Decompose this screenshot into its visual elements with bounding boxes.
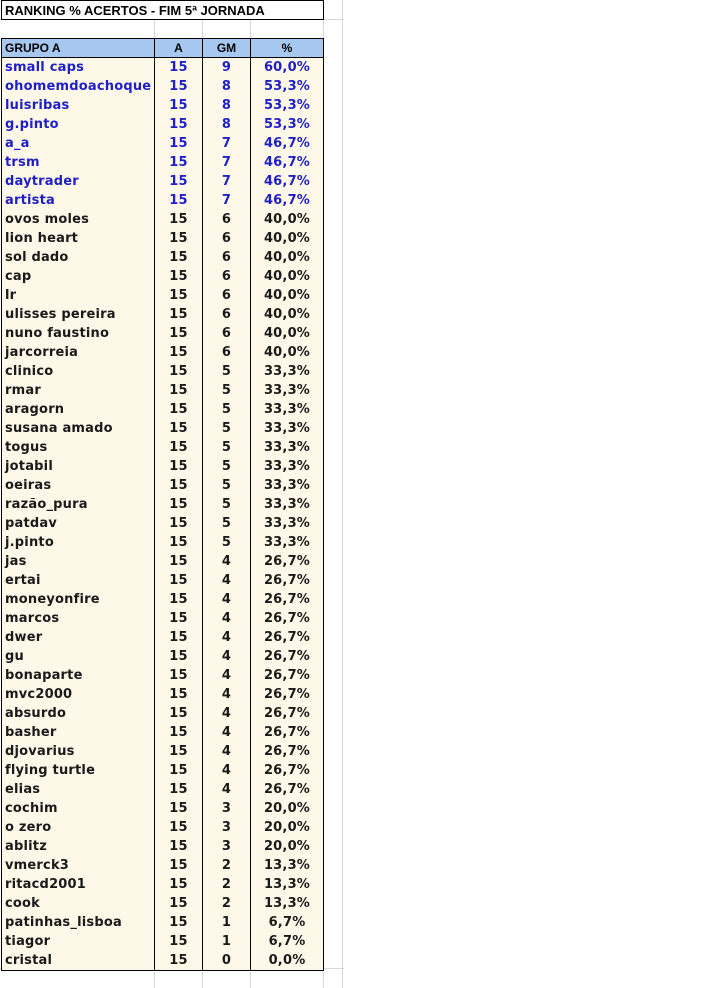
cell-name[interactable]: lr [2, 286, 155, 305]
blank-row [0, 19, 344, 38]
cell-gm[interactable]: 4 [203, 742, 251, 761]
sheet-title[interactable]: RANKING % ACERTOS - FIM 5ª JORNADA [1, 0, 324, 20]
cell-name[interactable]: g.pinto [2, 115, 155, 134]
cell-gm[interactable]: 6 [203, 286, 251, 305]
cell-pct[interactable]: 46,7% [263, 136, 311, 151]
cell-pct[interactable]: 26,7% [263, 592, 311, 607]
cell-name[interactable]: rmar [2, 381, 155, 400]
cell-a[interactable]: 15 [155, 495, 203, 514]
cell-pct[interactable]: 13,3% [263, 877, 311, 892]
cell-gm[interactable]: 7 [203, 153, 251, 172]
cell-pct[interactable]: 33,3% [263, 478, 311, 493]
cell-name[interactable]: ulisses pereira [2, 305, 155, 324]
spreadsheet [0, 0, 344, 988]
cell-a[interactable]: 15 [155, 400, 203, 419]
cell-pct[interactable]: 26,7% [263, 782, 311, 797]
header-a[interactable]: A [155, 39, 203, 57]
cell-name[interactable]: lion heart [2, 229, 155, 248]
cell-a[interactable]: 15 [155, 837, 203, 856]
cell-a[interactable]: 15 [155, 362, 203, 381]
table-row [2, 552, 323, 571]
cell-a[interactable]: 15 [155, 704, 203, 723]
cell-a[interactable]: 15 [155, 77, 203, 96]
cell-gm[interactable]: 5 [203, 400, 251, 419]
cell-a[interactable]: 15 [155, 552, 203, 571]
cell-name[interactable]: daytrader [2, 172, 155, 191]
table-row [2, 267, 323, 286]
cell-name[interactable]: cochim [2, 799, 155, 818]
cell-name[interactable]: trsm [2, 153, 155, 172]
cell-pct[interactable]: 53,3% [263, 117, 311, 132]
table-row [2, 324, 323, 343]
table-row [2, 609, 323, 628]
cell-name[interactable]: cap [2, 267, 155, 286]
cell-gm[interactable]: 6 [203, 248, 251, 267]
table-row [2, 229, 323, 248]
cell-gm[interactable]: 4 [203, 704, 251, 723]
table-row [2, 381, 323, 400]
cell-a[interactable]: 15 [155, 894, 203, 913]
cell-gm[interactable]: 6 [203, 210, 251, 229]
table-row [2, 438, 323, 457]
cell-pct[interactable]: 40,0% [263, 269, 311, 284]
table-row [2, 837, 323, 856]
cell-pct[interactable]: 53,3% [263, 98, 311, 113]
cell-name[interactable]: gu [2, 647, 155, 666]
table-row [2, 153, 323, 172]
cell-name[interactable]: elias [2, 780, 155, 799]
cell-gm[interactable]: 4 [203, 685, 251, 704]
table-row [2, 571, 323, 590]
header-gm[interactable]: GM [203, 39, 251, 57]
cell-a[interactable]: 15 [155, 457, 203, 476]
cell-pct[interactable]: 26,7% [263, 649, 311, 664]
table-row [2, 818, 323, 837]
cell-a[interactable]: 15 [155, 913, 203, 932]
cell-name[interactable]: oeiras [2, 476, 155, 495]
cell-gm[interactable]: 8 [203, 115, 251, 134]
table-row [2, 723, 323, 742]
cell-pct[interactable]: 40,0% [263, 212, 311, 227]
cell-name[interactable]: jotabil [2, 457, 155, 476]
cell-a[interactable]: 15 [155, 818, 203, 837]
table-row [2, 799, 323, 818]
table-row [2, 58, 323, 77]
cell-a[interactable]: 15 [155, 58, 203, 77]
cell-a[interactable]: 15 [155, 419, 203, 438]
cell-a[interactable]: 15 [155, 305, 203, 324]
cell-a[interactable]: 15 [155, 742, 203, 761]
table-row [2, 742, 323, 761]
cell-gm[interactable]: 6 [203, 229, 251, 248]
cell-gm[interactable]: 6 [203, 305, 251, 324]
cell-a[interactable]: 15 [155, 609, 203, 628]
cell-gm[interactable]: 2 [203, 894, 251, 913]
cell-pct[interactable]: 26,7% [263, 706, 311, 721]
cell-pct[interactable]: 33,3% [263, 497, 311, 512]
table-row [2, 457, 323, 476]
cell-gm[interactable]: 3 [203, 799, 251, 818]
cell-gm[interactable]: 4 [203, 609, 251, 628]
cell-pct[interactable]: 20,0% [263, 820, 311, 835]
cell-pct[interactable]: 26,7% [263, 668, 311, 683]
cell-a[interactable]: 15 [155, 324, 203, 343]
cell-gm[interactable]: 6 [203, 267, 251, 286]
cell-gm[interactable]: 5 [203, 419, 251, 438]
cell-pct[interactable]: 33,3% [263, 440, 311, 455]
cell-a[interactable]: 15 [155, 229, 203, 248]
cell-name[interactable]: artista [2, 191, 155, 210]
cell-a[interactable]: 15 [155, 761, 203, 780]
cell-pct[interactable]: 26,7% [263, 554, 311, 569]
cell-name[interactable]: j.pinto [2, 533, 155, 552]
cell-pct[interactable]: 6,7% [268, 915, 306, 930]
cell-a[interactable]: 15 [155, 381, 203, 400]
table-row [2, 343, 323, 362]
cell-gm[interactable]: 3 [203, 837, 251, 856]
table-row [2, 894, 323, 913]
cell-pct[interactable]: 60,0% [263, 60, 311, 75]
table-row [2, 400, 323, 419]
table-row [2, 419, 323, 438]
cell-pct[interactable]: 13,3% [263, 858, 311, 873]
cell-gm[interactable]: 2 [203, 856, 251, 875]
cell-pct[interactable]: 20,0% [263, 801, 311, 816]
cell-name[interactable]: sol dado [2, 248, 155, 267]
table-row [2, 476, 323, 495]
table-row [2, 305, 323, 324]
table-row [2, 286, 323, 305]
cell-name[interactable]: flying turtle [2, 761, 155, 780]
cell-a[interactable]: 15 [155, 438, 203, 457]
cell-pct[interactable]: 6,7% [268, 934, 306, 949]
cell-pct[interactable]: 40,0% [263, 307, 311, 322]
ranking-table [1, 38, 324, 971]
cell-pct[interactable]: 40,0% [263, 326, 311, 341]
cell-a[interactable]: 15 [155, 590, 203, 609]
cell-gm[interactable]: 5 [203, 476, 251, 495]
cell-a[interactable]: 15 [155, 153, 203, 172]
cell-name[interactable]: luisribas [2, 96, 155, 115]
table-row [2, 875, 323, 894]
cell-pct[interactable]: 26,7% [263, 630, 311, 645]
cell-name[interactable]: absurdo [2, 704, 155, 723]
table-row [2, 96, 323, 115]
cell-gm[interactable]: 6 [203, 343, 251, 362]
cell-name[interactable]: ovos moles [2, 210, 155, 229]
cell-gm[interactable]: 4 [203, 590, 251, 609]
cell-gm[interactable]: 5 [203, 457, 251, 476]
cell-name[interactable]: susana amado [2, 419, 155, 438]
table-row [2, 495, 323, 514]
cell-a[interactable]: 15 [155, 248, 203, 267]
cell-a[interactable]: 15 [155, 685, 203, 704]
table-row [2, 115, 323, 134]
header-group[interactable]: GRUPO A [2, 39, 155, 57]
cell-name[interactable]: cristal [2, 951, 155, 970]
cell-a[interactable]: 15 [155, 267, 203, 286]
table-row [2, 685, 323, 704]
cell-a[interactable]: 15 [155, 799, 203, 818]
table-row [2, 628, 323, 647]
table-row [2, 590, 323, 609]
cell-gm[interactable]: 4 [203, 761, 251, 780]
cell-name[interactable]: ertai [2, 571, 155, 590]
table-row [2, 780, 323, 799]
cell-gm[interactable]: 7 [203, 172, 251, 191]
cell-a[interactable]: 15 [155, 191, 203, 210]
header-row [2, 39, 323, 58]
cell-a[interactable]: 15 [155, 514, 203, 533]
cell-name[interactable]: jas [2, 552, 155, 571]
cell-name[interactable]: ohomemdoachoque [2, 77, 155, 96]
cell-gm[interactable]: 2 [203, 875, 251, 894]
cell-a[interactable]: 15 [155, 780, 203, 799]
cell-gm[interactable]: 5 [203, 533, 251, 552]
table-row [2, 647, 323, 666]
cell-a[interactable]: 15 [155, 647, 203, 666]
cell-pct[interactable]: 26,7% [263, 687, 311, 702]
cell-gm[interactable]: 4 [203, 666, 251, 685]
cell-name[interactable]: tiagor [2, 932, 155, 951]
cell-name[interactable]: razão_pura [2, 495, 155, 514]
cell-gm[interactable]: 5 [203, 381, 251, 400]
cell-gm[interactable]: 5 [203, 362, 251, 381]
gridline [342, 0, 343, 988]
cell-gm[interactable]: 6 [203, 324, 251, 343]
cell-pct[interactable]: 46,7% [263, 155, 311, 170]
table-row [2, 932, 323, 951]
table-row [2, 210, 323, 229]
cell-name[interactable]: vmerck3 [2, 856, 155, 875]
cell-a[interactable]: 15 [155, 172, 203, 191]
cell-gm[interactable]: 4 [203, 571, 251, 590]
cell-name[interactable]: aragorn [2, 400, 155, 419]
cell-name[interactable]: basher [2, 723, 155, 742]
cell-gm[interactable]: 3 [203, 818, 251, 837]
table-row [2, 248, 323, 267]
cell-pct[interactable]: 40,0% [263, 345, 311, 360]
table-row [2, 666, 323, 685]
header-pct[interactable]: % [281, 41, 293, 55]
cell-name[interactable]: a_a [2, 134, 155, 153]
cell-gm[interactable]: 4 [203, 723, 251, 742]
table-row [2, 172, 323, 191]
cell-name[interactable]: moneyonfire [2, 590, 155, 609]
cell-a[interactable]: 15 [155, 96, 203, 115]
cell-pct[interactable]: 33,3% [263, 421, 311, 436]
cell-gm[interactable]: 4 [203, 552, 251, 571]
cell-pct[interactable]: 53,3% [263, 79, 311, 94]
cell-pct[interactable]: 40,0% [263, 231, 311, 246]
cell-a[interactable]: 15 [155, 571, 203, 590]
cell-pct[interactable]: 26,7% [263, 763, 311, 778]
cell-name[interactable]: jarcorreia [2, 343, 155, 362]
table-row [2, 951, 323, 970]
cell-a[interactable]: 15 [155, 875, 203, 894]
cell-name[interactable]: mvc2000 [2, 685, 155, 704]
cell-pct[interactable]: 33,3% [263, 383, 311, 398]
cell-a[interactable]: 15 [155, 286, 203, 305]
cell-pct[interactable]: 26,7% [263, 744, 311, 759]
cell-pct[interactable]: 40,0% [263, 250, 311, 265]
table-row [2, 77, 323, 96]
cell-pct[interactable]: 33,3% [263, 535, 311, 550]
cell-gm[interactable]: 4 [203, 647, 251, 666]
cell-pct[interactable]: 26,7% [263, 573, 311, 588]
cell-pct[interactable]: 33,3% [263, 459, 311, 474]
cell-name[interactable]: ablitz [2, 837, 155, 856]
cell-gm[interactable]: 0 [203, 951, 251, 970]
cell-gm[interactable]: 4 [203, 628, 251, 647]
cell-gm[interactable]: 1 [203, 913, 251, 932]
cell-a[interactable]: 15 [155, 134, 203, 153]
cell-a[interactable]: 15 [155, 856, 203, 875]
cell-a[interactable]: 15 [155, 115, 203, 134]
cell-name[interactable]: clinico [2, 362, 155, 381]
table-row [2, 514, 323, 533]
cell-pct[interactable]: 40,0% [263, 288, 311, 303]
cell-name[interactable]: djovarius [2, 742, 155, 761]
cell-name[interactable]: patinhas_lisboa [2, 913, 155, 932]
cell-gm[interactable]: 1 [203, 932, 251, 951]
cell-gm[interactable]: 8 [203, 77, 251, 96]
cell-a[interactable]: 15 [155, 533, 203, 552]
cell-a[interactable]: 15 [155, 951, 203, 970]
cell-name[interactable]: small caps [2, 58, 155, 77]
cell-pct[interactable]: 33,3% [263, 364, 311, 379]
cell-pct[interactable]: 26,7% [263, 725, 311, 740]
cell-pct[interactable]: 33,3% [263, 402, 311, 417]
table-row [2, 362, 323, 381]
cell-gm[interactable]: 4 [203, 780, 251, 799]
cell-name[interactable]: nuno faustino [2, 324, 155, 343]
cell-a[interactable]: 15 [155, 628, 203, 647]
table-row [2, 856, 323, 875]
cell-name[interactable]: dwer [2, 628, 155, 647]
cell-pct[interactable]: 20,0% [263, 839, 311, 854]
table-row [2, 704, 323, 723]
cell-pct[interactable]: 46,7% [263, 174, 311, 189]
cell-gm[interactable]: 9 [203, 58, 251, 77]
table-row [2, 533, 323, 552]
cell-gm[interactable]: 8 [203, 96, 251, 115]
cell-name[interactable]: togus [2, 438, 155, 457]
cell-gm[interactable]: 5 [203, 514, 251, 533]
cell-pct[interactable]: 0,0% [268, 953, 306, 968]
table-row [2, 913, 323, 932]
table-row [2, 191, 323, 210]
table-row [2, 134, 323, 153]
cell-pct[interactable]: 26,7% [263, 611, 311, 626]
cell-name[interactable]: ritacd2001 [2, 875, 155, 894]
cell-pct[interactable]: 33,3% [263, 516, 311, 531]
table-row [2, 761, 323, 780]
cell-a[interactable]: 15 [155, 210, 203, 229]
cell-gm[interactable]: 5 [203, 438, 251, 457]
cell-gm[interactable]: 7 [203, 191, 251, 210]
cell-a[interactable]: 15 [155, 343, 203, 362]
cell-a[interactable]: 15 [155, 723, 203, 742]
cell-name[interactable]: cook [2, 894, 155, 913]
cell-name[interactable]: marcos [2, 609, 155, 628]
cell-gm[interactable]: 7 [203, 134, 251, 153]
cell-name[interactable]: o zero [2, 818, 155, 837]
cell-a[interactable]: 15 [155, 666, 203, 685]
cell-name[interactable]: bonaparte [2, 666, 155, 685]
cell-a[interactable]: 15 [155, 476, 203, 495]
cell-pct[interactable]: 46,7% [263, 193, 311, 208]
cell-name[interactable]: patdav [2, 514, 155, 533]
cell-a[interactable]: 15 [155, 932, 203, 951]
cell-pct[interactable]: 13,3% [263, 896, 311, 911]
cell-gm[interactable]: 5 [203, 495, 251, 514]
